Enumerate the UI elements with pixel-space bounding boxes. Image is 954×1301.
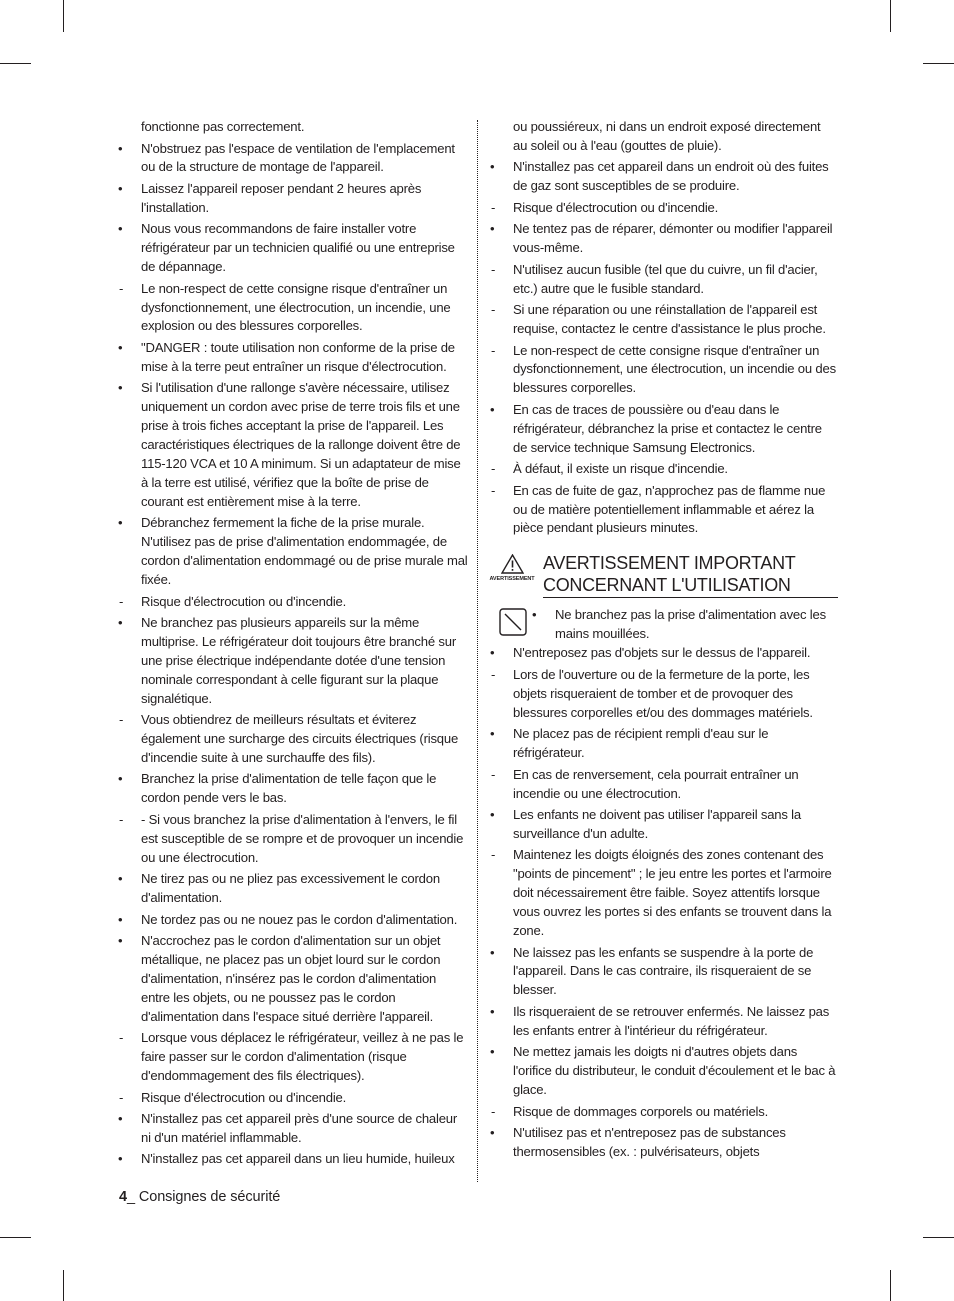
list-item-text: Si l'utilisation d'une rallonge s'avère nécessaire, utilisez uniquement un cordon avec prise de terre trois fils et une prise à trois fiches acceptant la prise de l'appareil. Les caractéristiques électriques de la rallonge doivent être de 115-120 VCA et 10 A minimum. Si un adaptateur de mise à la terre est utilisé, vérifiez que la boîte de prise de courant est entièrement mise à la terre. [141, 380, 461, 509]
dash-marker: - [491, 261, 496, 277]
list-item [486, 846, 838, 941]
crop-mark [0, 1237, 31, 1238]
list-item [486, 460, 838, 479]
bullet-marker: • [118, 221, 123, 237]
list-item [114, 118, 468, 137]
list-item-text: Le non-respect de cette consigne risque d'entraîner un dysfonctionnement, une électrocution, un incendie ou des blessures corporelles. [513, 342, 836, 396]
list-item-text: Risque d'électrocution ou d'incendie. [513, 199, 719, 215]
list-item [528, 606, 838, 644]
warning-heading [486, 552, 838, 602]
list-item-text: Ne tirez pas ou ne pliez pas excessivement le cordon d'alimentation. [141, 871, 440, 906]
list-item-text: Risque de dommages corporels ou matériels. [513, 1103, 769, 1119]
list-item [486, 944, 838, 1001]
list-item [486, 158, 838, 196]
list-item [486, 220, 838, 258]
bullet-marker: • [490, 159, 495, 175]
list-item [114, 614, 468, 709]
list-item [486, 342, 838, 399]
footer-section-title: _ Consignes de sécurité [126, 1189, 281, 1205]
list-item-text: Vous obtiendrez de meilleurs résultats et éviterez également une surcharge des circuits électriques (risque d'incendie suite à une surchauffe des fils). [141, 712, 459, 765]
bullet-marker: • [118, 380, 123, 396]
bullet-marker: • [118, 180, 123, 196]
list-item-text: - Si vous branchez la prise d'alimentation à l'envers, le fil est susceptible de se rompre et de provoquer un incendie ou une électrocution. [141, 811, 464, 865]
warning-title-line-2: CONCERNANT L'UTILISATION [543, 575, 791, 596]
dash-marker: - [491, 342, 496, 358]
dash-marker: - [491, 666, 496, 682]
bullet-marker: • [490, 1003, 495, 1019]
right-column-bottom-list [486, 644, 838, 1162]
list-item [486, 806, 838, 844]
list-item-text: En cas de traces de poussière ou d'eau dans le réfrigérateur, débranchez la prise et contactez le centre de service technique Samsung Electronics. [513, 401, 822, 455]
warning-title-line-1: AVERTISSEMENT IMPORTANT [543, 553, 796, 574]
list-item [114, 1110, 468, 1148]
crop-mark [923, 1237, 954, 1238]
column-divider [477, 120, 478, 1182]
bullet-marker: • [490, 807, 495, 822]
list-item-text: N'utilisez aucun fusible (tel que du cuivre, un fil d'acier, etc.) autre que le fusible standard. [513, 261, 818, 296]
bullet-marker: • [490, 944, 495, 960]
dash-marker: - [119, 712, 124, 728]
bullet-marker: • [118, 515, 123, 531]
warning-icon-block [486, 554, 538, 590]
list-item-text: Lorsque vous déplacez le réfrigérateur, veillez à ne pas le faire passer sur le cordon d'alimentation (risque d'endommagement des fils électriques). [141, 1030, 464, 1083]
page-footer [119, 1189, 280, 1205]
list-item-text: Maintenez les doigts éloignés des zones contenant des "points de pincement" ; le jeu entre les portes et l'armoire doit nécessairement être faible. Soyez attentifs lorsque vous ouvrez les portes si des enfants se trouvent dans la zone. [513, 847, 832, 939]
warning-title [543, 552, 838, 598]
list-item [486, 666, 838, 723]
bullet-marker: • [490, 1125, 495, 1141]
bullet-marker: • [490, 726, 495, 742]
list-item-text: Laissez l'appareil reposer pendant 2 heures après l'installation. [141, 180, 422, 215]
list-item [114, 180, 468, 218]
bullet-marker: • [490, 645, 495, 661]
warning-triangle-icon [501, 554, 524, 574]
list-item [486, 199, 838, 218]
list-item-text: fonctionne pas correctement. [141, 119, 305, 134]
list-item-text: N'obstruez pas l'espace de ventilation de l'emplacement ou de la structure de montage de l'appareil. [141, 140, 455, 175]
list-item-text: Débranchez fermement la fiche de la prise murale. N'utilisez pas de prise d'alimentation endommagée, de cordon d'alimentation endommagé ou de prise murale mal fixée. [141, 515, 468, 587]
list-item [114, 220, 468, 277]
warning-icon-caption: AVERTISSEMENT [489, 576, 535, 583]
list-item-text: En cas de fuite de gaz, n'approchez pas de flamme nue ou de matière potentiellement inflammable et aérez la pièce pendant plusieurs minutes. [513, 482, 826, 536]
crop-mark [63, 1270, 64, 1301]
list-item-text: Ne tentez pas de réparer, démonter ou modifier l'appareil vous-même. [513, 221, 833, 256]
list-item [114, 870, 468, 908]
list-item [114, 593, 468, 612]
list-item-text: Nous vous recommandons de faire installer votre réfrigérateur par un technicien qualifié ou une entreprise de dépannage. [141, 221, 455, 275]
right-column [486, 118, 838, 1164]
list-item [114, 811, 468, 868]
list-item [486, 725, 838, 763]
list-item-text: Si une réparation ou une réinstallation de l'appareil est requise, contactez le centre d'assistance le plus proche. [513, 302, 826, 337]
bullet-marker: • [118, 339, 123, 355]
list-item [486, 301, 838, 339]
list-item [486, 1043, 838, 1100]
list-item-text: Ne branchez pas plusieurs appareils sur la même multiprise. Le réfrigérateur doit toujours être branché sur une prise électrique indépendante dotée d'une tension nominale correspondant à celle figurant sur la plaque signalétique. [141, 615, 456, 706]
list-item [114, 1150, 468, 1169]
list-item-text: Ne laissez pas les enfants se suspendre à la porte de l'appareil. Dans le cas contraire, ils risqueraient de se blesser. [513, 944, 814, 998]
list-item-text: N'installez pas cet appareil dans un endroit où des fuites de gaz sont susceptibles de se produire. [513, 159, 829, 194]
list-item [114, 1089, 468, 1108]
list-item [114, 932, 468, 1027]
list-item-text: Le non-respect de cette consigne risque d'entraîner un dysfonctionnement, une électrocution, un incendie, une explosion ou des blessures corporelles. [141, 280, 451, 334]
list-item-text: Ne tordez pas ou ne nouez pas le cordon d'alimentation. [141, 911, 458, 927]
list-item [486, 118, 838, 156]
dash-marker: - [491, 302, 496, 318]
list-item-text: Ne placez pas de récipient rempli d'eau sur le réfrigérateur. [513, 726, 769, 761]
bullet-marker: • [118, 615, 123, 630]
prohibit-row [486, 606, 838, 644]
list-item-text: Risque d'électrocution ou d'incendie. [141, 1089, 347, 1105]
bullet-marker: • [118, 140, 123, 156]
dash-marker: - [119, 593, 124, 609]
dash-marker: - [119, 280, 124, 296]
list-item [114, 770, 468, 808]
list-item [486, 482, 838, 539]
list-item-text: Ils risqueraient de se retrouver enfermés. Ne laissez pas les enfants entrer à l'intérieur du réfrigérateur. [513, 1003, 830, 1038]
left-column [114, 118, 468, 1172]
bullet-marker: • [118, 1151, 123, 1167]
list-item-text: Lors de l'ouverture ou de la fermeture de la porte, les objets risqueraient de tomber et de provoquer des blessures corporelles et/ou des dommages matériels. [513, 666, 813, 720]
list-item [114, 911, 468, 930]
list-item-text: Ne mettez jamais les doigts ni d'autres objets dans l'orifice du distributeur, le conduit d'écoulement et le bac à glace. [513, 1044, 836, 1098]
bullet-marker: • [118, 771, 123, 787]
prohibited-icon [499, 608, 527, 636]
dash-marker: - [119, 811, 124, 827]
crop-mark [0, 63, 31, 64]
list-item [114, 280, 468, 337]
dash-marker: - [119, 1089, 124, 1105]
list-item [486, 766, 838, 804]
list-item-text: "DANGER : toute utilisation non conforme de la prise de mise à la terre peut entraîner un risque d'électrocution. [141, 339, 455, 374]
bullet-marker: • [490, 401, 495, 417]
list-item [486, 261, 838, 299]
dash-marker: - [491, 199, 496, 215]
bullet-marker: • [118, 1111, 123, 1126]
list-item [486, 1103, 838, 1122]
list-item-text: Branchez la prise d'alimentation de telle façon que le cordon pende vers le bas. [141, 771, 437, 806]
list-item-text: ou poussiéreux, ni dans un endroit exposé directement au soleil ou à l'eau (gouttes de pluie). [513, 119, 821, 153]
bullet-marker: • [490, 221, 495, 237]
list-item-text: N'installez pas cet appareil dans un lieu humide, huileux [141, 1151, 455, 1167]
list-item [114, 140, 468, 178]
list-item-text: Les enfants ne doivent pas utiliser l'appareil sans la surveillance d'un adulte. [513, 807, 801, 841]
dash-marker: - [491, 1103, 496, 1119]
list-item [486, 644, 838, 663]
list-item-text: N'entreposez pas d'objets sur le dessus de l'appareil. [513, 645, 811, 661]
list-item [486, 401, 838, 458]
bullet-marker: • [118, 911, 123, 927]
list-item-text: À défaut, il existe un risque d'incendie. [513, 461, 728, 477]
list-item [486, 1124, 838, 1162]
list-item-text: Ne branchez pas la prise d'alimentation avec les mains mouillées. [555, 607, 826, 642]
list-item-text: N'installez pas cet appareil près d'une source de chaleur ni d'un matériel inflammable. [141, 1111, 458, 1145]
list-item-text: N'accrochez pas le cordon d'alimentation sur un objet métallique, ne placez pas un objet lourd sur le cordon d'alimentation, n'insérez pas le cordon d'alimentation entre les objets, ou ne poussez pas le cordon d'alimentation dans l'espace situé derrière l'appareil. [141, 933, 441, 1024]
page-number: 4 [119, 1189, 127, 1205]
list-item [114, 711, 468, 768]
dash-marker: - [491, 461, 496, 477]
crop-mark [890, 1270, 891, 1301]
list-item [114, 1029, 468, 1086]
crop-mark [890, 0, 891, 32]
crop-mark [63, 0, 64, 32]
list-item-text: En cas de renversement, cela pourrait entraîner un incendie ou une électrocution. [513, 766, 799, 801]
bullet-marker: • [118, 871, 123, 887]
right-column-top-list [486, 118, 838, 538]
bullet-marker: • [532, 607, 537, 623]
dash-marker: - [491, 482, 496, 498]
list-item [114, 514, 468, 590]
crop-mark [923, 63, 954, 64]
bullet-marker: • [118, 933, 123, 949]
list-item [114, 339, 468, 377]
dash-marker: - [491, 847, 496, 863]
list-item-text: N'utilisez pas et n'entreposez pas de substances thermosensibles (ex. : pulvérisateurs, objets [513, 1125, 786, 1159]
dash-marker: - [491, 766, 496, 782]
bullet-marker: • [490, 1044, 495, 1060]
dash-marker: - [119, 1030, 124, 1046]
list-item [114, 379, 468, 511]
list-item-text: Risque d'électrocution ou d'incendie. [141, 593, 347, 609]
list-item [486, 1003, 838, 1041]
